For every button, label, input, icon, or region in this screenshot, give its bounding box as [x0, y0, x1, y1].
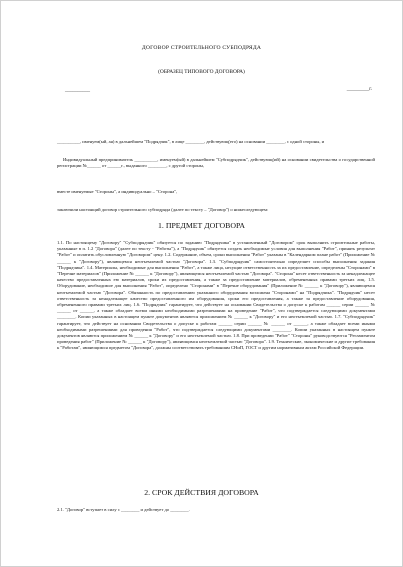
party-contractor-paragraph: __________, именуем(ый, ая) в дальнейшем "Подрядчик", в лице ________, действующ(его) на основании ________, с одной стороны, и: [57, 139, 325, 144]
document-subtitle: (ОБРАЗЕЦ ТИПОВОГО ДОГОВОРА): [158, 69, 245, 75]
section-1-clauses: 1.1. По настоящему "Договору" "Субподрядчик" обязуется по заданию "Подрядчика" в установленный "Договором" срок выполнить строительные работы, указанные в п. 1.2 "Договора" (далее по тексту - "Работы"), а "Подрядчик" обязуется создать необходимые условия для выполнения "Работ", принять результат "Работ" и оплатить обусловленную "Договором" цену. 1.2. Содержание, объем, сроки выполнения "Работ" указаны в "Календарном плане работ" (Приложение № ______ к "Договору"), являющемся неотъемлемой частью "Договора". 1.3. "Субподрядчик" самостоятельно определяет способы выполнения задания "Подрядчика". 1.4. Материалы, необходимые для выполнения "Работ", а также лица, несущие ответственность за их предоставление, определены "Сторонами" в "Перечне материалов" (Приложение № ______ к "Договору"), являющемся неотъемлемой частью "Договора". "Сторона" несет ответственность за ненадлежащее качество предоставленных ею материалов, сроки их предоставления, а также за предоставление материалов, обремененных правами третьих лиц. 1.5. Оборудование, необходимое для выполнения "Работ", определено "Сторонами" в "Перечне оборудования" (Приложение № ______ к "Договору"), являющемся неотъемлемой частью "Договора". Обязанность по предоставлению указанного оборудования возложена "Сторонами" на "Подрядчика". "Подрядчик" несет ответственность за ненадлежащее качество предоставленного им оборудования, сроки его предоставления, а также за предоставление оборудования, обремененного правами третьих лиц. 1.6. "Подрядчик" гарантирует, что действует на основании Свидетельства о допуске к работам ______ серии ______ № ______ от ______, а также обладает всеми иными необходимыми разрешениями на проведение "Работ", что подтверждается следующими документами ________. Копии указанных в настоящем пункте документов являются приложением № ______ к "Договору" и его неотъемлемой частью. 1.7. "Субподрядчик" гарантирует, что действует на основании Свидетельства о допуске к работам ______ серии ______ № ______ от ______, а также обладает всеми иными необходимыми разрешениями для проведения "Работ", что подтверждается следующими документами ________. Копии указанных в настоящем пункте документов являются приложением № ______ к "Договору" и его неотъемлемой частью. 1.8. При проведении "Работ" "Стороны" руководствуются "Регламентом проведения работ" (Приложение № ______ к "Договору"), являющимся неотъемлемой частью "Договора". 1.9. Технические, экономические и другие требования к "Работам", являющимся предметом "Договора", должны соответствовать требованиям СНиП, ГОСТ и другим нормативным актам Российской Федерации.: [57, 240, 375, 351]
concluded-paragraph: заключили настоящий договор строительного субподряда (далее по тексту – "Договор") о нижеследующем:: [57, 207, 269, 212]
place-blank: __________: [65, 88, 90, 93]
party-subcontractor-paragraph: Индивидуальный предприниматель __________, именуем(ый) в дальнейшем "Субподрядчик", действующ(ий) на основании свидетельства о государственной регистрации №______ от ______г., выданного ________, с другой стороны,: [57, 157, 375, 169]
section-1-heading: 1. ПРЕДМЕТ ДОГОВОРА: [158, 221, 245, 230]
document-title: ДОГОВОР СТРОИТЕЛЬНОГО СУБПОДРЯДА: [141, 45, 262, 51]
parties-together-paragraph: вместе именуемые "Стороны", а индивидуально – "Сторона",: [57, 189, 178, 194]
date-blank: _________г.: [346, 87, 372, 92]
clause-2-1: 2.1. "Договор" вступает в силу с ________ и действует до ________.: [57, 507, 190, 512]
section-2-heading: 2. СРОК ДЕЙСТВИЯ ДОГОВОРА: [144, 488, 259, 497]
